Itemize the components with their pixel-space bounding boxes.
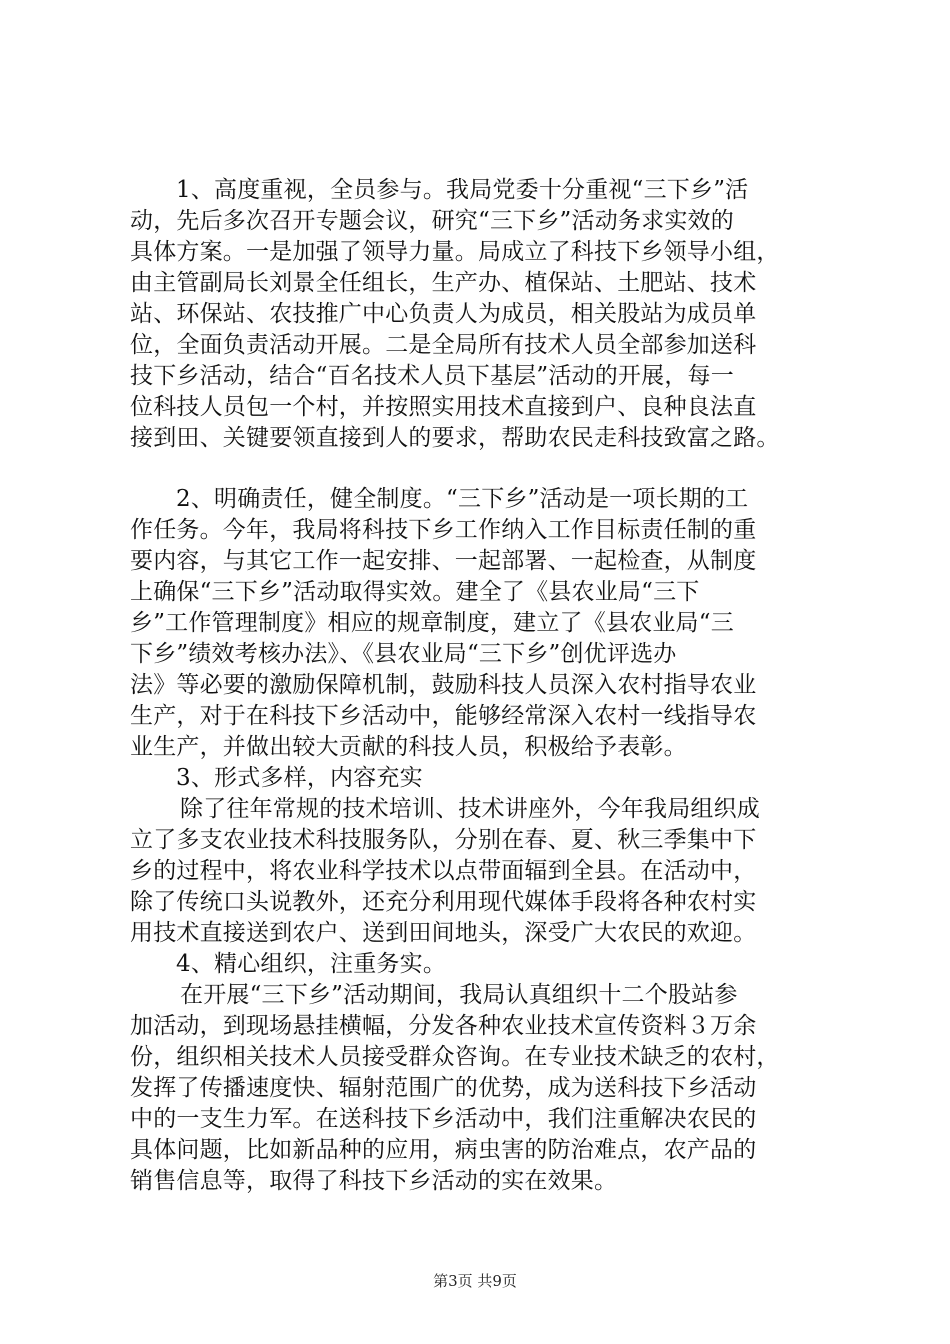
text-line: 除了往年常规的技术培训、技术讲座外，今年我局组织成 (180, 796, 760, 822)
text-line: 乡”工作管理制度》相应的规章制度，建立了《县农业局“三 (130, 610, 734, 636)
text-line: 站、环保站、农技推广中心负责人为成员，相关股站为成员单 (130, 301, 757, 327)
text-line: 上确保“三下乡”活动取得实效。建全了《县农业局“三下 (130, 579, 700, 605)
text-line: 下乡”绩效考核办法》、《县农业局“三下乡”创优评选办 (130, 641, 677, 667)
text-line: 技下乡活动，结合“百名技术人员下基层”活动的开展，每一 (130, 363, 734, 389)
text-line: 法》等必要的激励保障机制，鼓励科技人员深入农村指导农业 (130, 672, 757, 698)
text-line: 2、明确责任，健全制度。“三下乡”活动是一项长期的工 (176, 486, 749, 512)
text-line: 由主管副局长刘景全任组长，生产办、植保站、土肥站、技术 (130, 270, 757, 296)
text-line: 加活动，到现场悬挂横幅，分发各种农业技术宣传资料３万余 (130, 1013, 757, 1039)
text-line: 具体方案。一是加强了领导力量。局成立了科技下乡领导小组， (130, 239, 780, 265)
text-line: 位科技人员包一个村，并按照实用技术直接到户、良种良法直 (130, 394, 757, 420)
text-line: 作任务。今年，我局将科技下乡工作纳入工作目标责任制的重 (130, 517, 757, 543)
text-line: 动，先后多次召开专题会议，研究“三下乡”活动务求实效的 (130, 208, 734, 234)
text-line: 中的一支生力军。在送科技下乡活动中，我们注重解决农民的 (130, 1106, 757, 1132)
text-line: 要内容，与其它工作一起安排、一起部署、一起检查，从制度 (130, 548, 757, 574)
text-line: 销售信息等，取得了科技下乡活动的实在效果。 (130, 1168, 618, 1194)
page-footer: 第3页 共9页 (433, 1272, 517, 1290)
text-line: 乡的过程中，将农业科学技术以点带面辐到全县。在活动中， (130, 858, 757, 884)
text-line: 接到田、关键要领直接到人的要求，帮助农民走科技致富之路。 (130, 425, 780, 451)
text-line: 份，组织相关技术人员接受群众咨询。在专业技术缺乏的农村， (130, 1044, 780, 1070)
section-heading: 3、形式多样，内容充实 (176, 765, 423, 791)
section-heading: 4、精心组织，注重务实。 (176, 951, 447, 977)
text-line: 生产，对于在科技下乡活动中，能够经常深入农村一线指导农 (130, 703, 757, 729)
text-line: 用技术直接送到农户、送到田间地头，深受广大农民的欢迎。 (130, 920, 757, 946)
text-line: 立了多支农业技术科技服务队，分别在春、夏、秋三季集中下 (130, 827, 757, 853)
text-line: 在开展“三下乡”活动期间，我局认真组织十二个股站参 (180, 982, 738, 1008)
text-line: 业生产，并做出较大贡献的科技人员，积极给予表彰。 (130, 734, 687, 760)
text-line: 具体问题，比如新品种的应用，病虫害的防治难点，农产品的 (130, 1137, 757, 1163)
text-line: 位，全面负责活动开展。二是全局所有技术人员全部参加送科 (130, 332, 757, 358)
text-line: 1、高度重视，全员参与。我局党委十分重视“三下乡”活 (176, 177, 749, 203)
text-line: 除了传统口头说教外，还充分利用现代媒体手段将各种农村实 (130, 889, 757, 915)
text-line: 发挥了传播速度快、辐射范围广的优势，成为送科技下乡活动 (130, 1075, 757, 1101)
